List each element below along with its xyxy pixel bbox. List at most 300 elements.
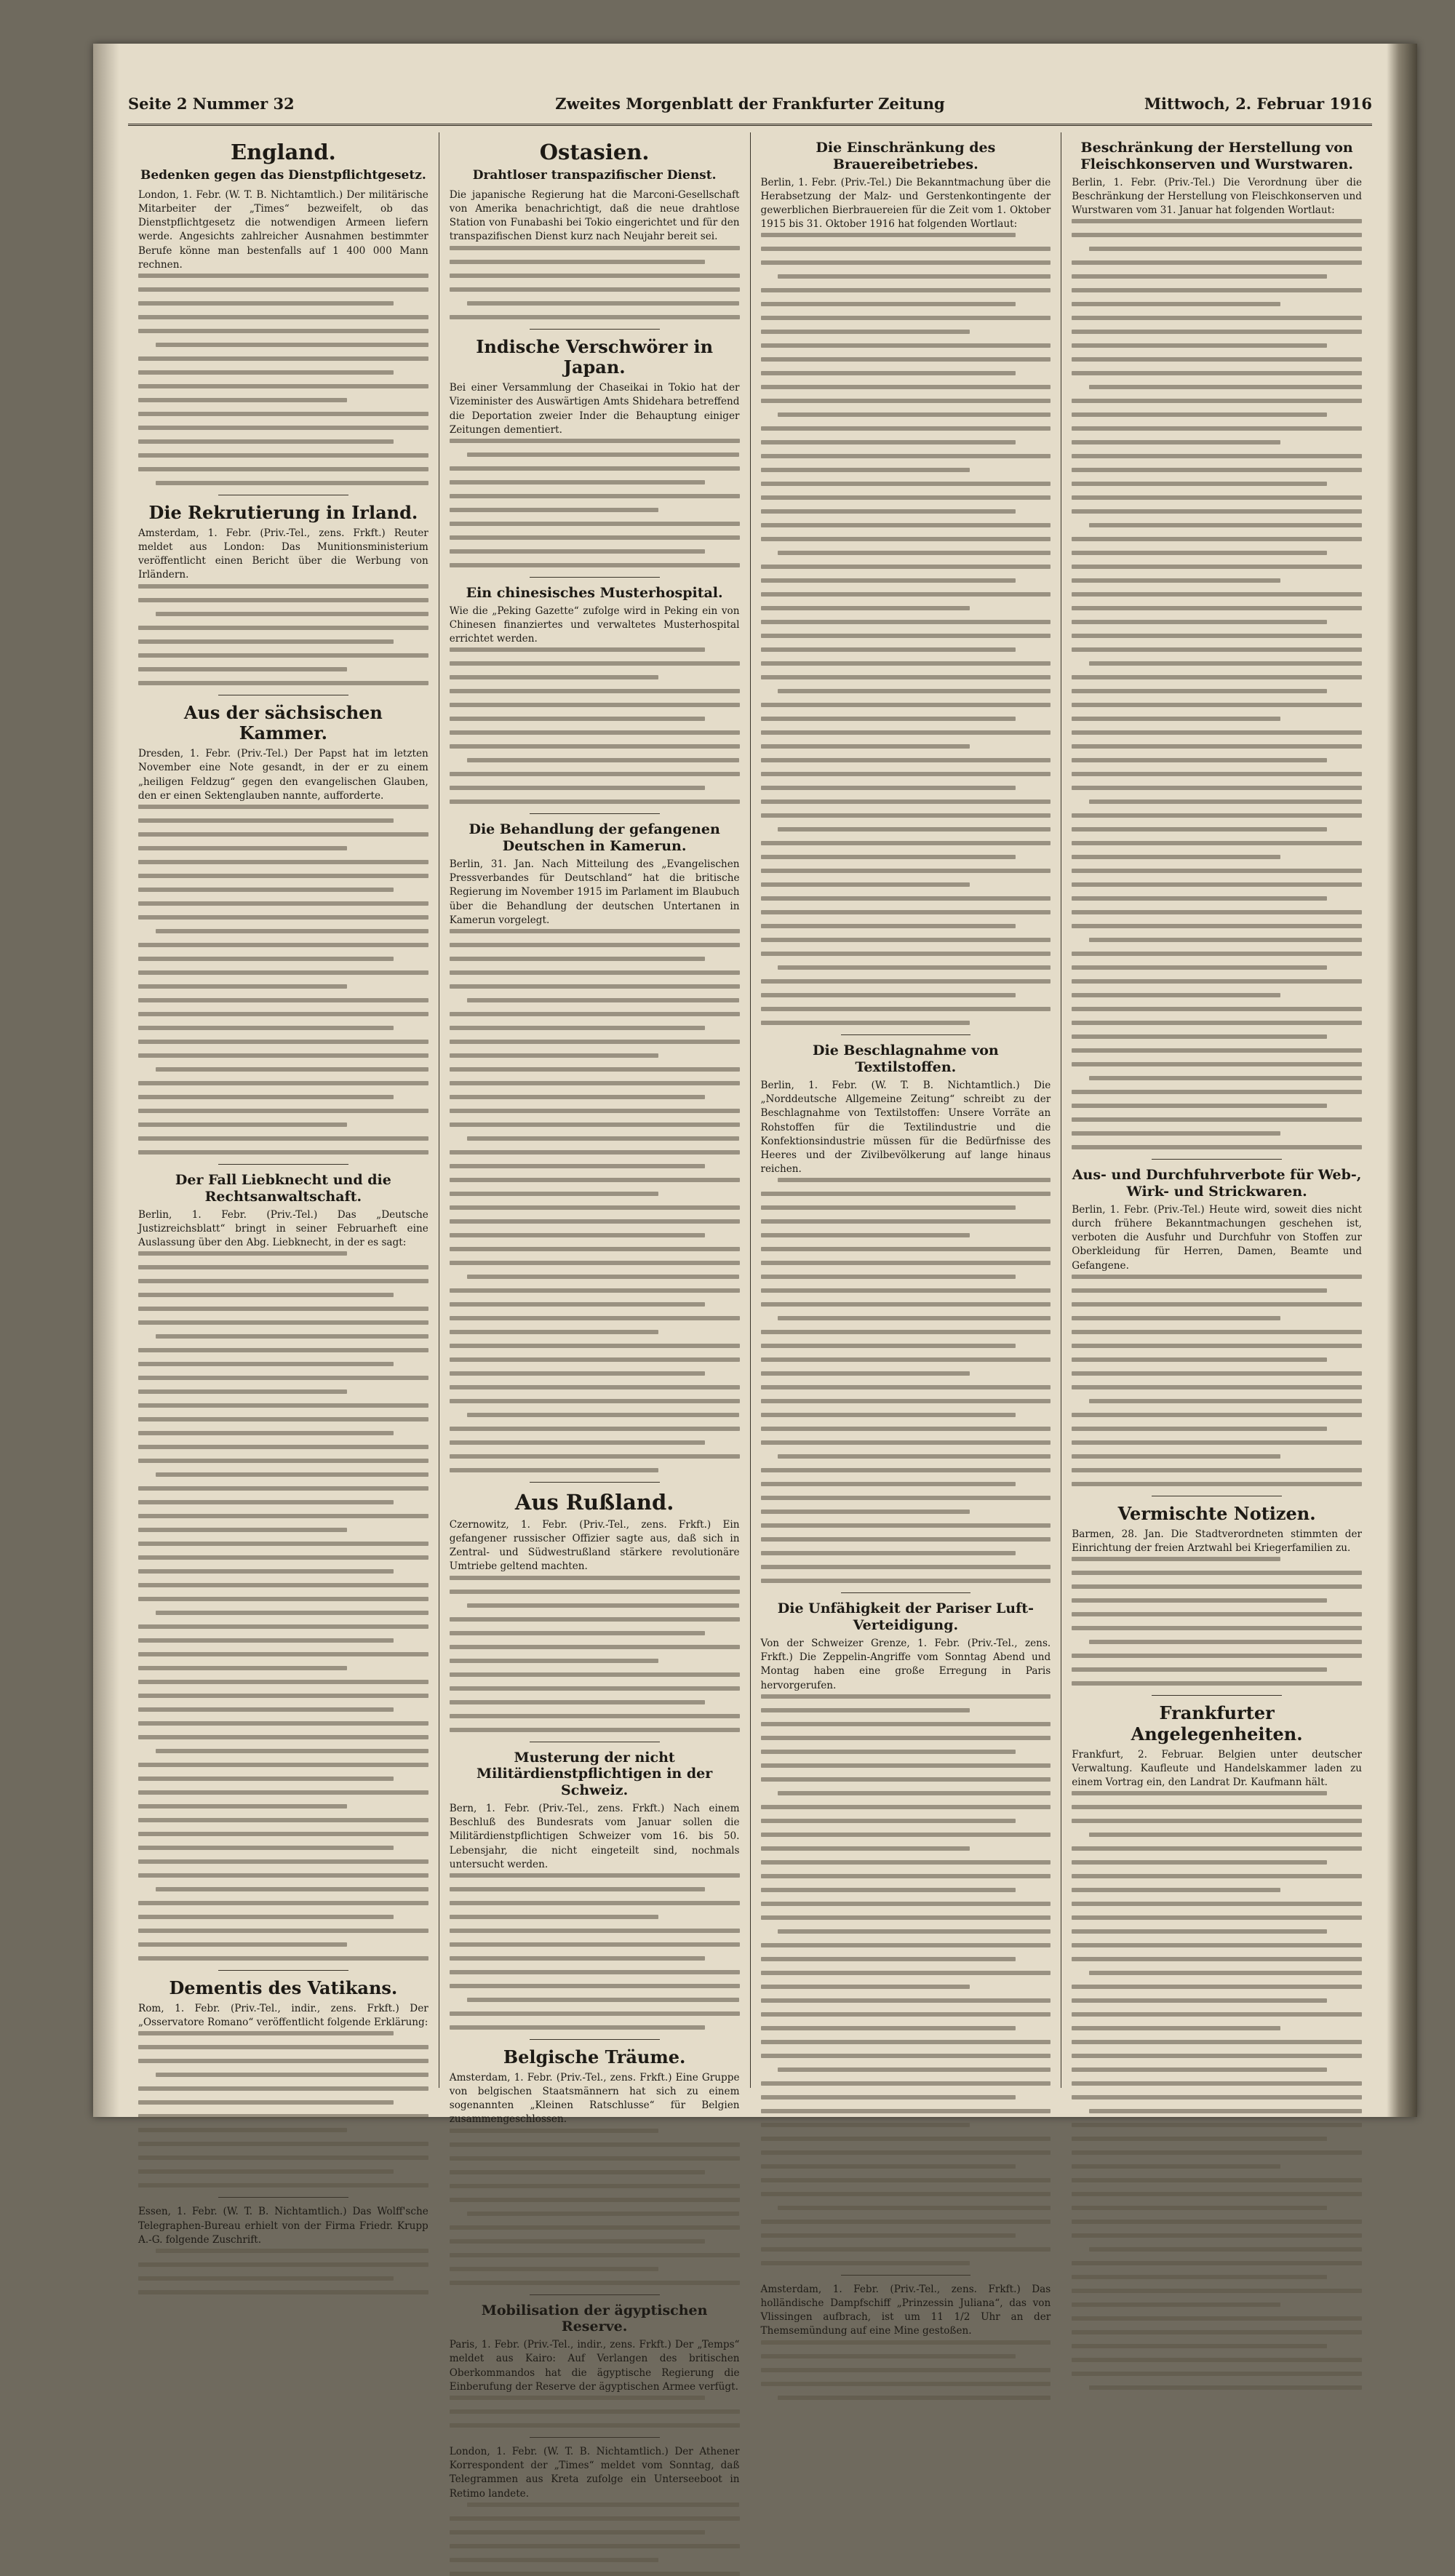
text-line xyxy=(450,1288,740,1293)
text-line xyxy=(138,915,428,920)
text-line xyxy=(761,1805,1051,1809)
article-title: England. xyxy=(231,140,336,164)
text-line xyxy=(1072,1330,1362,1334)
text-line xyxy=(138,805,428,809)
text-line xyxy=(761,343,1051,348)
text-line xyxy=(761,938,1051,942)
text-line xyxy=(761,1288,1051,1293)
text-line xyxy=(138,846,347,850)
article-lead: Amsterdam, 1. Febr. (Priv.-Tel., zens. Frkft.) Eine Gruppe von belgischen Staatsmännern hat sich zu einem sogenannten „Kleinen Ratschlusse“ für Belgien zusammengeschlossen. xyxy=(449,2071,740,2126)
text-line xyxy=(450,1984,740,1988)
text-line xyxy=(138,970,428,975)
text-line xyxy=(761,592,1051,597)
text-line xyxy=(761,482,1051,486)
text-line xyxy=(1072,1654,1362,1658)
column-1 xyxy=(128,132,439,2246)
text-line xyxy=(1072,744,1362,749)
text-line xyxy=(761,730,1051,735)
text-line xyxy=(1072,896,1327,901)
illegible-text-block xyxy=(450,2503,740,2576)
text-line xyxy=(761,330,970,334)
text-line xyxy=(450,1427,740,1431)
article-title: Belgische Träume. xyxy=(503,2046,686,2068)
text-line xyxy=(1072,717,1280,721)
text-line xyxy=(761,2137,1051,2141)
illegible-text-block xyxy=(1072,219,1362,1149)
article-lead: Berlin, 1. Febr. (W. T. B. Nichtamtlich.) Die „Norddeutsche Allgemeine Zeitung“ schreibt zu der Beschlagnahme von Textilstoffen: Unsere Vorräte an Rohstoffen für die Textilindustrie und die Konfektionsindustrie müssen für die Bedürfnisse des Heeres und der Zivilbevölkerung auf lange hinaus reichen. xyxy=(760,1080,1051,1176)
text-line xyxy=(1072,440,1280,444)
article-title: Die Beschlagnahme von Textilstoffen. xyxy=(813,1042,999,1076)
text-line xyxy=(138,2290,428,2294)
text-line xyxy=(138,626,428,630)
text-line xyxy=(1072,2206,1327,2210)
text-line xyxy=(138,274,428,278)
text-line xyxy=(761,1021,970,1025)
text-line xyxy=(761,454,1051,458)
text-line xyxy=(1072,979,1362,984)
text-line xyxy=(761,440,1016,444)
text-line xyxy=(1072,2026,1280,2030)
text-line xyxy=(138,426,428,430)
text-line xyxy=(778,1929,1051,1934)
text-line xyxy=(1072,274,1327,279)
article-title: Ostasien. xyxy=(539,140,650,164)
masthead xyxy=(128,95,1372,126)
article-lead: Berlin, 1. Febr. (Priv.-Tel.) Das „Deutsche Justizreichsblatt“ bringt in seiner Februarheft eine Auslassung über den Abg. Liebknecht, in der es sagt: xyxy=(138,1208,428,1249)
text-line xyxy=(1089,661,1362,666)
text-line xyxy=(1072,606,1362,610)
text-line xyxy=(467,998,740,1002)
article xyxy=(450,2445,740,2576)
text-line xyxy=(761,758,1051,762)
text-line xyxy=(138,412,428,416)
text-line xyxy=(1072,2081,1362,2086)
text-line xyxy=(138,1528,347,1532)
text-line xyxy=(1072,1048,1362,1053)
text-line xyxy=(138,1652,428,1656)
text-line xyxy=(138,1459,428,1463)
illegible-text-block xyxy=(1072,1791,1362,2390)
text-line xyxy=(156,1472,428,1477)
text-line xyxy=(450,260,705,264)
text-line xyxy=(138,1362,394,1366)
text-line xyxy=(138,832,428,837)
text-line xyxy=(450,2129,658,2133)
text-line xyxy=(761,882,970,887)
text-line xyxy=(1072,1104,1327,1108)
page-edge xyxy=(1387,44,1417,2117)
article-lead: Berlin, 31. Jan. Nach Mitteilung des „Evangelischen Pressverbandes für Deutschland“ hat die britische Regierung im November 1915 im Parlament im Blaubuch über die Behandlung der deutschen Untertanen in Kamerun vorgelegt. xyxy=(449,858,740,926)
text-line xyxy=(778,689,1051,693)
text-line xyxy=(138,2086,428,2091)
text-line xyxy=(1089,2109,1362,2113)
text-line xyxy=(1072,1275,1362,1279)
text-line xyxy=(761,1819,1016,1823)
article-divider xyxy=(530,2039,660,2040)
text-line xyxy=(450,1150,740,1155)
text-line xyxy=(450,1026,705,1030)
text-line xyxy=(1072,2330,1362,2334)
text-line xyxy=(450,1233,705,1237)
illegible-text-block xyxy=(1072,1275,1362,1486)
illegible-text-block xyxy=(450,1873,740,2030)
text-line xyxy=(1089,2385,1362,2390)
text-line xyxy=(450,2572,740,2576)
article-lead: Essen, 1. Febr. (W. T. B. Nichtamtlich.) Das Wolff'sche Telegraphen-Bureau erhielt von der Firma Friedr. Krupp A.-G. folgende Zuschrift. xyxy=(138,2206,428,2246)
text-line xyxy=(450,1067,740,1072)
article-title: Beschränkung der Herstellung von Fleischkonserven und Wurstwaren. xyxy=(1080,140,1353,172)
text-line xyxy=(761,2026,1016,2030)
text-line xyxy=(761,896,1051,901)
text-line xyxy=(1072,371,1362,375)
text-line xyxy=(761,2368,1051,2372)
text-line xyxy=(138,818,394,823)
text-line xyxy=(1072,1440,1362,1445)
article xyxy=(1072,140,1362,1149)
text-line xyxy=(1072,1929,1327,1934)
text-line xyxy=(467,1413,740,1417)
article-title: Dementis des Vatikans. xyxy=(169,1977,398,1999)
text-line xyxy=(778,551,1051,555)
text-line xyxy=(761,2340,1051,2345)
text-line xyxy=(450,1576,740,1580)
article-subtitle: Drahtloser transpazifischer Dienst. xyxy=(472,167,717,183)
text-line xyxy=(761,2261,970,2265)
article-lead: Paris, 1. Febr. (Priv.-Tel., indir., zens. Frkft.) Der „Temps“ meldet aus Kairo: Auf Verlangen des britischen Oberkommandos hat die ägyptische Regierung die Einberufung der Reserve der ägyptischen Armee verfügt. xyxy=(449,2339,740,2393)
text-line xyxy=(1072,1427,1327,1431)
text-line xyxy=(1072,869,1362,873)
text-line xyxy=(761,1496,1051,1500)
text-line xyxy=(450,1122,740,1127)
text-line xyxy=(1072,1584,1362,1589)
text-line xyxy=(1072,993,1280,997)
text-line xyxy=(1072,1021,1362,1025)
text-line xyxy=(778,2396,1051,2400)
text-line xyxy=(1072,302,1280,306)
text-line xyxy=(761,1694,1051,1699)
text-line xyxy=(761,1860,1051,1865)
text-line xyxy=(138,1583,428,1587)
text-line xyxy=(467,301,740,306)
text-line xyxy=(1089,938,1362,942)
text-line xyxy=(450,703,740,707)
illegible-text-block xyxy=(761,1694,1051,2265)
article-lead: Amsterdam, 1. Febr. (Priv.-Tel., zens. Frkft.) Reuter meldet aus London: Das Munitionsministerium veröffentlicht einen Bericht über die Werbung von Irländern. xyxy=(138,527,428,581)
text-line xyxy=(450,2409,740,2414)
article-lead: Berlin, 1. Febr. (Priv.-Tel.) Die Bekanntmachung über die Herabsetzung der Malz- und Gerstenkontingente der gewerblichen Bierbrauereien für die Zeit vom 1. Oktober 1915 bis 31. Oktober 1916 hat folgenden Wortlaut: xyxy=(760,176,1051,231)
text-line xyxy=(1072,952,1362,956)
article-lead: Barmen, 28. Jan. Die Stadtverordneten stimmten der Einrichtung der freien Arztwahl bei Kriegerfamilien zu. xyxy=(1072,1528,1362,1554)
text-line xyxy=(761,1261,1051,1265)
text-line xyxy=(138,1555,428,1560)
text-line xyxy=(450,563,740,567)
text-line xyxy=(1072,924,1362,928)
text-line xyxy=(761,1413,1016,1417)
text-line xyxy=(138,943,428,947)
text-line xyxy=(1072,855,1280,859)
text-line xyxy=(761,2178,1051,2182)
text-line xyxy=(761,426,1051,431)
text-line xyxy=(761,2054,1051,2058)
text-line xyxy=(1072,634,1362,638)
article-title: Vermischte Notizen. xyxy=(1117,1502,1316,1524)
text-line xyxy=(138,2156,428,2160)
text-line xyxy=(761,620,1051,624)
article-lead: London, 1. Febr. (W. T. B. Nichtamtlich.) Der militärische Mitarbeiter der „Times“ bezweifelt, ob das Dienstpflichtgesetz die notwendigen Armeen liefern werde. Angesichts zahlreicher Ausnahmen bestimmter Berufe könne man bestenfalls auf 1 400 000 Mann rechnen. xyxy=(138,188,428,271)
text-line xyxy=(450,1590,740,1594)
issue-date: Mittwoch, 2. Februar 1916 xyxy=(1144,95,1372,113)
text-line xyxy=(138,1763,428,1767)
text-line xyxy=(450,1631,705,1635)
text-line xyxy=(138,1320,428,1325)
text-line xyxy=(1072,2192,1362,2196)
text-line xyxy=(450,744,740,749)
text-line xyxy=(761,952,1051,956)
text-line xyxy=(761,1736,1051,1740)
text-line xyxy=(761,841,1051,845)
text-line xyxy=(138,1150,428,1155)
text-line xyxy=(138,329,428,333)
text-line xyxy=(138,1818,428,1822)
text-line xyxy=(1089,1640,1362,1644)
text-line xyxy=(450,2396,705,2400)
text-line xyxy=(450,1012,740,1016)
article-title: Musterung der nicht Militärdienstpflichtigen in der Schweiz. xyxy=(477,1749,713,1799)
text-line xyxy=(450,549,705,554)
text-line xyxy=(1089,2247,1362,2252)
text-line xyxy=(450,522,740,526)
article-title: Die Einschränkung des Brauereibetriebes. xyxy=(816,140,996,172)
article xyxy=(450,1750,740,2030)
text-line xyxy=(761,2012,1051,2017)
text-line xyxy=(1072,1482,1362,1486)
column-2 xyxy=(439,132,751,2500)
text-line xyxy=(1072,2095,1362,2100)
text-line xyxy=(138,1666,347,1670)
text-line xyxy=(1072,1612,1362,1616)
text-line xyxy=(450,508,658,512)
article-divider xyxy=(530,577,660,578)
text-line xyxy=(1072,1357,1327,1362)
text-line xyxy=(138,598,428,602)
article-lead: Dresden, 1. Febr. (Priv.-Tel.) Der Papst hat im letzten November eine Note gesandt, in der er zu einem „heiligen Feldzug“ gegen den evangelischen Glauben, den er einen Sektenglauben nannte, aufforderte. xyxy=(138,748,428,802)
text-line xyxy=(138,2031,394,2035)
text-line xyxy=(138,1403,428,1408)
text-line xyxy=(1089,247,1362,251)
text-line xyxy=(467,1603,740,1608)
text-line xyxy=(450,439,740,443)
text-line xyxy=(138,1431,394,1435)
text-line xyxy=(1072,2289,1362,2293)
text-line xyxy=(450,2170,705,2174)
article-subtitle: Bedenken gegen das Dienstpflichtgesetz. xyxy=(140,167,426,183)
text-line xyxy=(138,667,347,671)
text-line xyxy=(1072,1371,1362,1376)
text-line xyxy=(1072,412,1327,417)
text-line xyxy=(1072,1034,1327,1039)
text-line xyxy=(1072,1131,1280,1136)
text-line xyxy=(450,1714,740,1718)
text-line xyxy=(1072,620,1327,624)
illegible-text-block xyxy=(761,1178,1051,1583)
text-line xyxy=(450,1700,705,1704)
text-line xyxy=(138,998,428,1002)
text-line xyxy=(1072,1090,1362,1094)
text-line xyxy=(450,287,740,292)
text-line xyxy=(1072,1117,1362,1122)
text-line xyxy=(450,2423,740,2428)
article xyxy=(138,2205,428,2294)
text-line xyxy=(761,2095,1016,2100)
article xyxy=(450,337,740,567)
illegible-text-block xyxy=(450,2129,740,2285)
text-line xyxy=(761,2220,1051,2224)
text-line xyxy=(761,2354,1016,2358)
text-line xyxy=(450,929,740,933)
text-line xyxy=(761,855,1016,859)
article xyxy=(138,703,428,1155)
article-lead: Bei einer Versammlung der Chaseikai in Tokio hat der Vizeminister des Auswärtigen Amts Shidehara betreffend die Deportation zweier Inder die Behauptung einiger Zeitungen dementiert. xyxy=(449,382,740,436)
article-lead: Rom, 1. Febr. (Priv.-Tel., indir., zens. Frkft.) Der „Osservatore Romano“ veröffentlicht folgende Erklärung: xyxy=(138,2003,428,2029)
text-line xyxy=(467,1998,740,2002)
text-line xyxy=(761,1579,1051,1583)
text-line xyxy=(778,965,1051,970)
text-line xyxy=(156,1749,428,1753)
illegible-text-block xyxy=(450,439,740,567)
illegible-text-block xyxy=(450,2396,740,2428)
text-line xyxy=(1072,2123,1362,2127)
text-line xyxy=(450,1468,658,1472)
text-line xyxy=(138,370,394,375)
text-line xyxy=(138,681,428,685)
text-line xyxy=(761,1385,1051,1389)
text-line xyxy=(761,1219,1051,1224)
text-line xyxy=(761,1233,970,1237)
text-line xyxy=(761,578,1016,583)
text-line xyxy=(761,675,1051,679)
text-line xyxy=(138,1790,428,1795)
illegible-text-block xyxy=(450,929,740,1472)
text-line xyxy=(761,1998,1051,2003)
text-line xyxy=(761,744,970,749)
text-line xyxy=(761,1943,1051,1947)
article-lead: Von der Schweizer Grenze, 1. Febr. (Priv.-Tel., zens. Frkft.) Die Zeppelin-Angriffe vom Sonntag Abend und Montag haben eine große Erregung in Paris hervorgerufen. xyxy=(760,1638,1051,1691)
text-line xyxy=(1072,592,1362,597)
illegible-text-block xyxy=(138,584,428,685)
text-line xyxy=(450,1672,740,1677)
text-line xyxy=(138,1735,428,1739)
article-divider xyxy=(841,1034,971,1035)
text-line xyxy=(1072,2137,1327,2141)
text-line xyxy=(450,1399,740,1403)
text-line xyxy=(761,661,1051,666)
text-line xyxy=(761,1888,1016,1892)
text-line xyxy=(1072,2150,1362,2155)
text-line xyxy=(778,2067,1051,2072)
text-line xyxy=(138,1348,428,1352)
text-line xyxy=(450,2184,740,2188)
illegible-text-block xyxy=(450,647,740,804)
article-lead: Amsterdam, 1. Febr. (Priv.-Tel., zens. Frkft.) Das holländische Dampfschiff „Prinzessin Juliana“, das von Vlissingen aufbrach, ist um 11 1/2 Uhr an der Themsemündung auf eine Mine gestoßen. xyxy=(760,2283,1051,2337)
text-line xyxy=(450,772,740,776)
text-line xyxy=(1072,1344,1362,1348)
text-line xyxy=(1072,2302,1280,2307)
text-line xyxy=(761,2164,1016,2169)
article-lead: Berlin, 1. Febr. (Priv.-Tel.) Die Verordnung über die Beschränkung der Herstellung von Fleischkonserven und Wurstwaren vom 31. Januar hat folgenden Wortlaut: xyxy=(1072,176,1362,216)
text-line xyxy=(1072,2220,1362,2224)
text-line xyxy=(761,565,1051,569)
illegible-text-block xyxy=(450,1576,740,1732)
text-line xyxy=(1072,1316,1280,1320)
text-line xyxy=(761,772,1051,776)
article xyxy=(761,140,1051,1025)
text-line xyxy=(138,1846,394,1850)
text-line xyxy=(138,874,428,878)
text-line xyxy=(138,1081,428,1085)
article-divider xyxy=(841,2275,971,2276)
article-divider xyxy=(218,2197,348,2198)
text-line xyxy=(450,1617,740,1622)
text-line xyxy=(156,1334,428,1339)
text-line xyxy=(761,468,970,472)
text-line xyxy=(761,606,970,610)
text-line xyxy=(1072,1902,1362,1906)
text-line xyxy=(138,398,347,402)
text-line xyxy=(450,1454,740,1459)
text-line xyxy=(1072,2040,1362,2044)
text-line xyxy=(450,2544,740,2548)
text-line xyxy=(1072,537,1362,541)
article xyxy=(138,1978,428,2188)
text-line xyxy=(138,1265,428,1269)
text-line xyxy=(761,1302,1051,1307)
text-line xyxy=(1072,1819,1362,1823)
text-line xyxy=(1072,1598,1327,1603)
illegible-text-block xyxy=(761,233,1051,1025)
text-line xyxy=(1072,786,1362,790)
text-line xyxy=(138,1307,428,1311)
text-line xyxy=(761,1275,1016,1279)
text-line xyxy=(761,717,1016,721)
text-line xyxy=(761,233,1016,237)
text-line xyxy=(450,1728,740,1732)
text-line xyxy=(138,2045,428,2049)
article-divider xyxy=(530,2437,660,2438)
text-line xyxy=(138,1915,394,1919)
text-line xyxy=(1072,1571,1362,1575)
text-line xyxy=(467,2503,740,2507)
text-line xyxy=(138,1542,428,1546)
text-line xyxy=(761,1247,1051,1251)
text-line xyxy=(138,2100,394,2105)
text-line xyxy=(1072,330,1362,334)
text-line xyxy=(138,1053,428,1058)
text-line xyxy=(761,979,1051,984)
article-title: Der Fall Liebknecht und die Rechtsanwaltschaft. xyxy=(175,1172,391,1205)
text-line xyxy=(450,2530,705,2535)
text-line xyxy=(1089,523,1362,527)
text-line xyxy=(761,2109,1051,2113)
article xyxy=(138,1172,428,1961)
text-line xyxy=(450,1929,740,1933)
text-line xyxy=(138,1026,394,1030)
text-line xyxy=(761,924,1016,928)
newspaper-title: Zweites Morgenblatt der Frankfurter Zeitung xyxy=(555,95,945,113)
text-line xyxy=(450,1095,705,1099)
text-line xyxy=(761,2081,1051,2086)
text-line xyxy=(138,1012,428,1016)
text-line xyxy=(450,1659,658,1663)
